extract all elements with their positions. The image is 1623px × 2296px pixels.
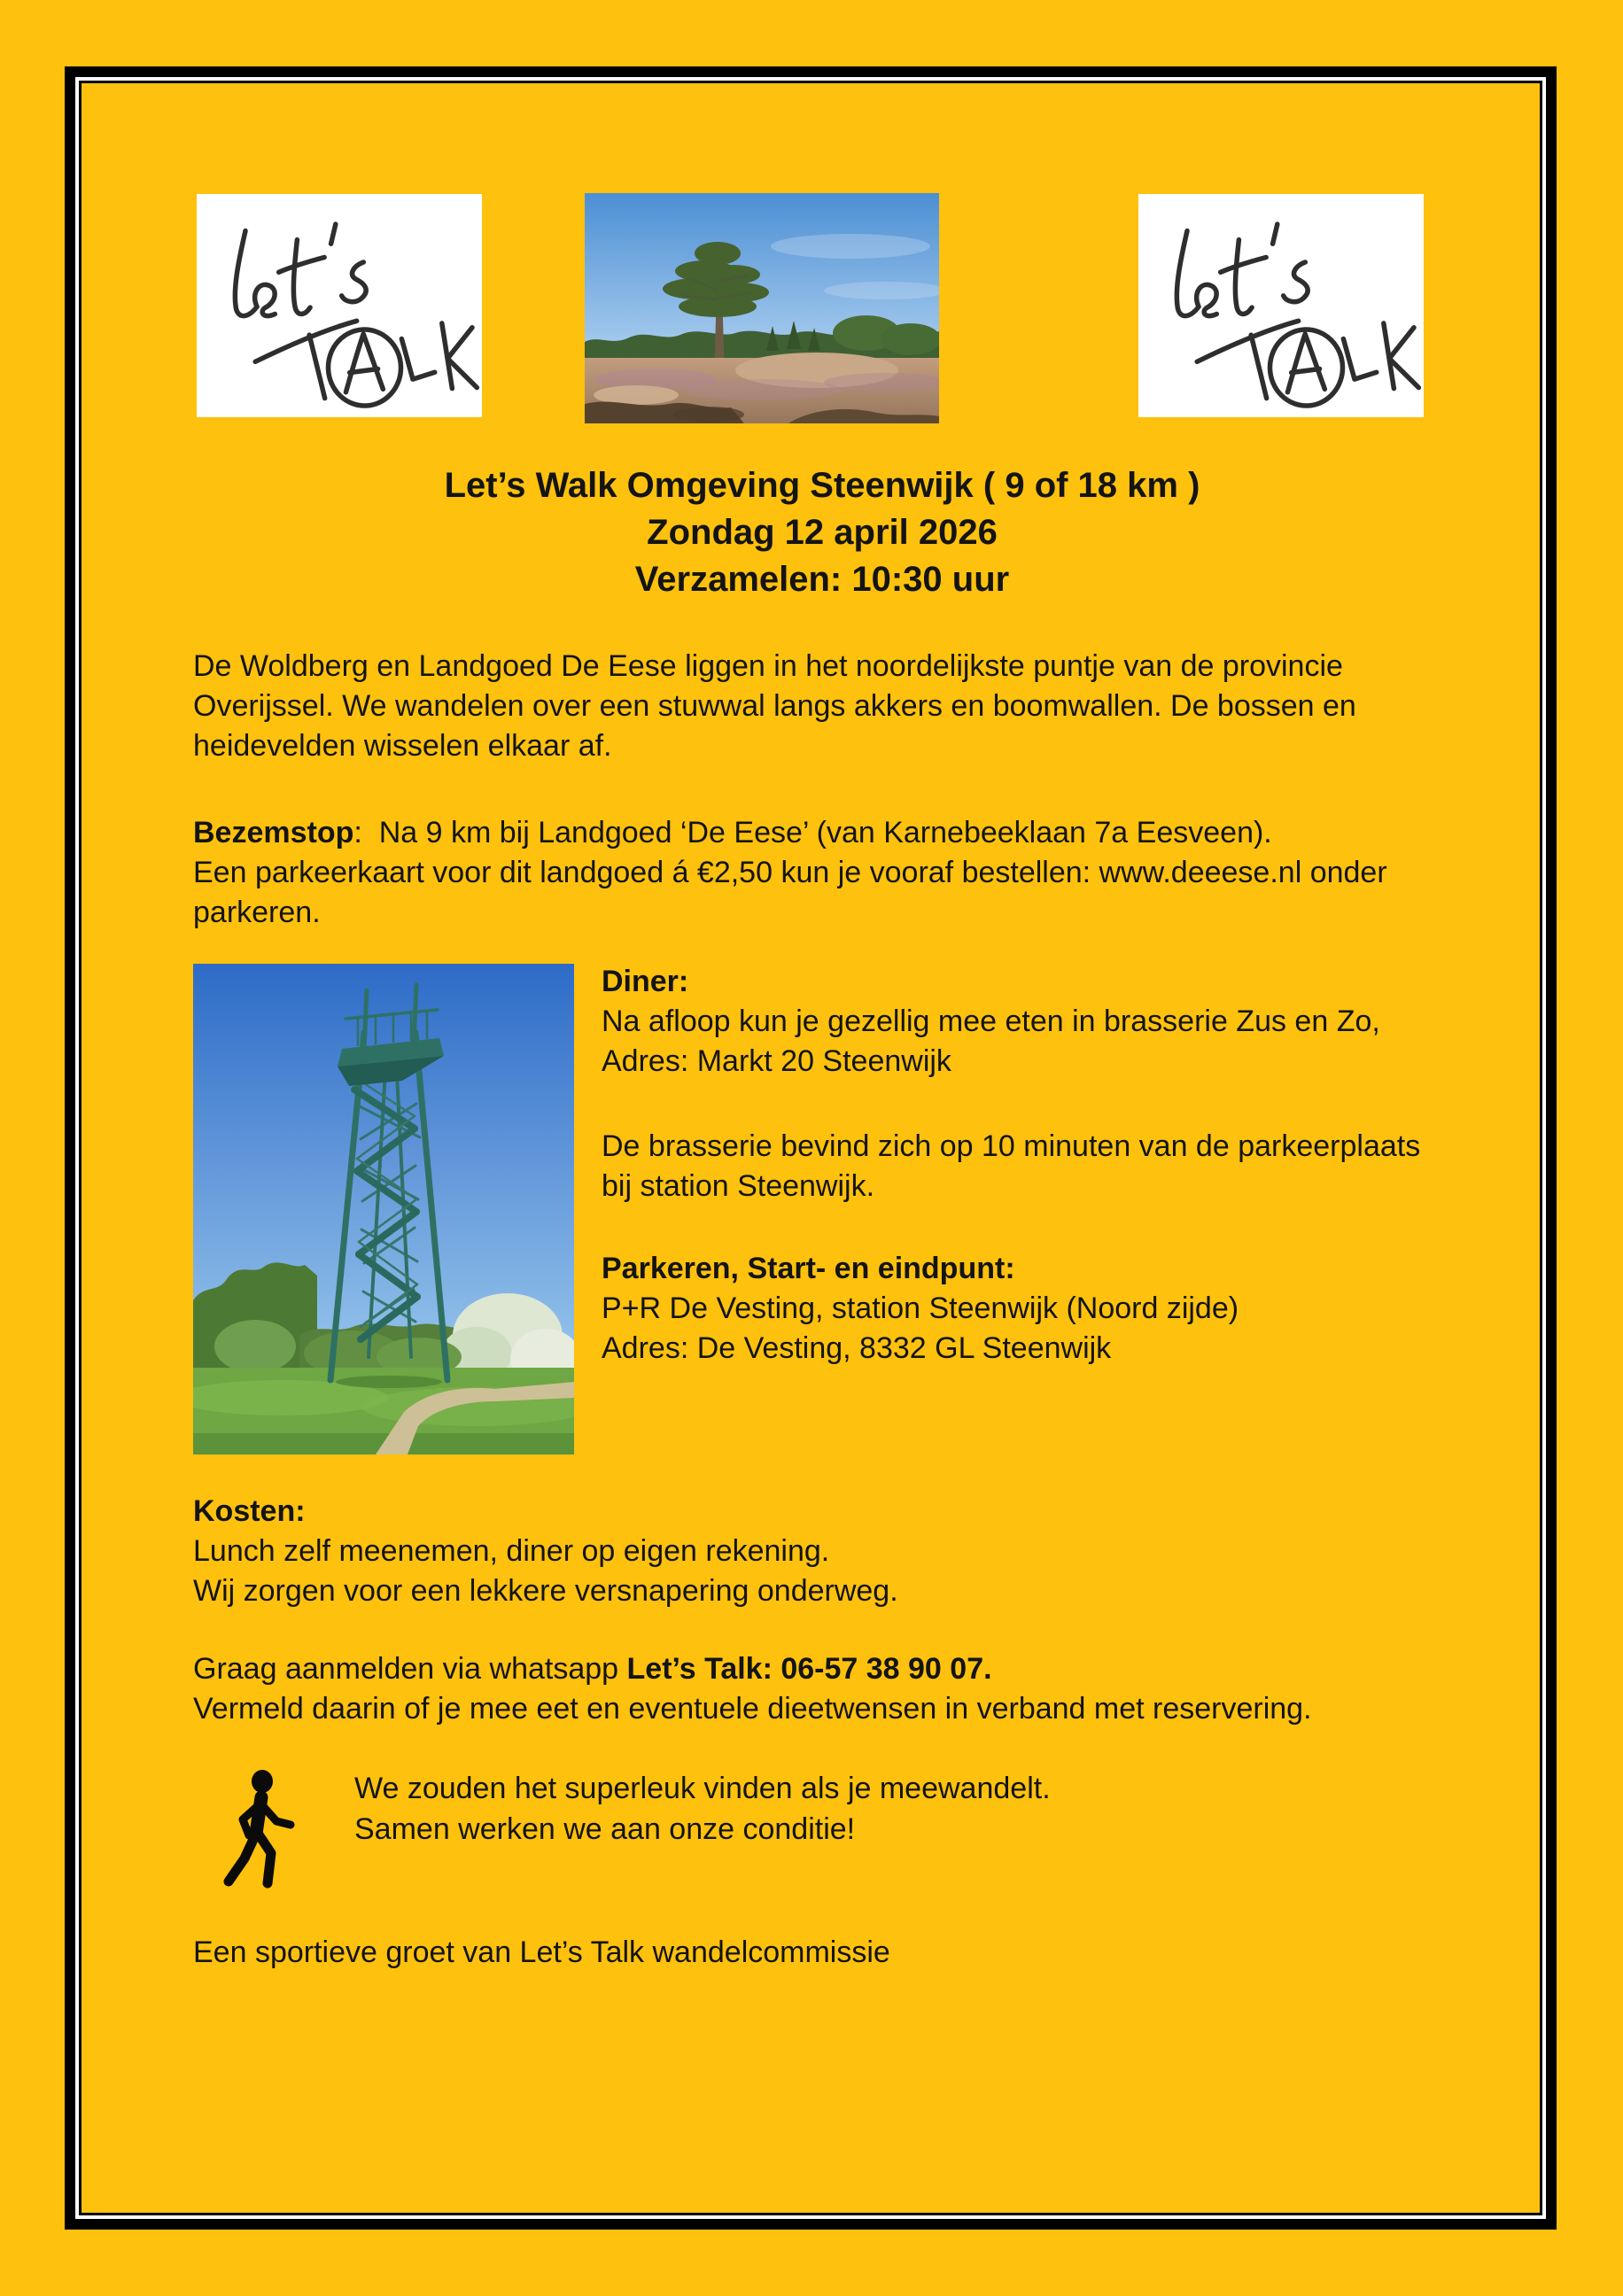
kosten-line1: Lunch zelf meenemen, diner op eigen rekening. — [193, 1534, 830, 1568]
bezemstop-line2: Een parkeerkaart voor dit landgoed á €2,50 kun je vooraf bestellen: www.deeese.nl onder — [193, 856, 1387, 889]
diner-address: Adres: Markt 20 Steenwijk — [602, 1044, 951, 1078]
aanmelden-line1-text: Graag aanmelden via whatsapp — [193, 1652, 627, 1686]
bezemstop-line3: parkeren. — [193, 896, 321, 929]
event-title — [193, 462, 1451, 603]
walking-person-glyph — [221, 1770, 299, 1890]
walking-person-icon — [221, 1770, 299, 1890]
parkeren-line1: P+R De Vesting, station Steenwijk (Noord zijde) — [602, 1292, 1239, 1325]
parkeren-section — [602, 1249, 1239, 1369]
lets-talk-logo-icon — [1138, 194, 1424, 417]
bezemstop-label: Bezemstop — [193, 816, 354, 849]
aanmelden-line2: Vermeld daarin of je mee eet en eventuele dieetwensen in verband met reservering. — [193, 1692, 1312, 1726]
intro-line2: Overijssel. We wandelen over een stuwwal langs akkers en boomwallen. De bossen en — [193, 689, 1356, 723]
invite-text — [354, 1768, 1051, 1850]
intro-line3: heidevelden wisselen elkaar af. — [193, 729, 612, 763]
event-title-line1: Let’s Walk Omgeving Steenwijk ( 9 of 18 km ) — [444, 466, 1200, 505]
intro-paragraph — [193, 647, 1356, 766]
whatsapp-phone-number: Let’s Talk: 06-57 38 90 07. — [626, 1652, 992, 1686]
diner-section — [602, 962, 1380, 1082]
event-date: Zondag 12 april 2026 — [647, 513, 998, 552]
bezemstop-line1-rest: : Na 9 km bij Landgoed ‘De Eese’ (van Karnebeeklaan 7a Eesveen). — [353, 816, 1272, 849]
brasserie-line1: De brasserie bevind zich op 10 minuten van de parkeerplaats — [602, 1129, 1421, 1163]
kosten-line2: Wij zorgen voor een lekkere versnapering onderweg. — [193, 1574, 898, 1608]
brasserie-note — [602, 1127, 1420, 1206]
heathland-photo — [585, 193, 939, 423]
heathland-photo-image — [585, 193, 939, 423]
event-meeting-time: Verzamelen: 10:30 uur — [634, 560, 1010, 599]
bezemstop-line1 — [193, 813, 1387, 853]
bezemstop-paragraph — [193, 813, 1387, 933]
lets-talk-logo-left — [197, 194, 482, 417]
diner-line1: Na afloop kun je gezellig mee eten in brasserie Zus en Zo, — [602, 1004, 1380, 1038]
brasserie-line2: bij station Steenwijk. — [602, 1169, 875, 1203]
lets-talk-logo-icon — [197, 194, 482, 417]
invite-line1: We zouden het superleuk vinden als je meewandelt. — [354, 1772, 1051, 1805]
parkeren-label: Parkeren, Start- en eindpunt: — [602, 1252, 1015, 1285]
parkeren-address: Adres: De Vesting, 8332 GL Steenwijk — [602, 1331, 1112, 1365]
kosten-section — [193, 1492, 898, 1611]
aanmelden-line1 — [193, 1649, 1312, 1689]
lets-talk-logo-right — [1138, 194, 1424, 417]
invite-line2: Samen werken we aan onze conditie! — [354, 1812, 856, 1846]
watchtower-photo-image — [193, 964, 574, 1454]
intro-line1: De Woldberg en Landgoed De Eese liggen in het noordelijkste puntje van de provincie — [193, 649, 1343, 683]
kosten-label: Kosten: — [193, 1494, 306, 1528]
diner-label: Diner: — [602, 965, 689, 998]
watchtower-photo — [193, 964, 574, 1454]
aanmelden-section — [193, 1649, 1312, 1729]
closing-line: Een sportieve groet van Let’s Talk wandelcommissie — [193, 1935, 890, 1969]
